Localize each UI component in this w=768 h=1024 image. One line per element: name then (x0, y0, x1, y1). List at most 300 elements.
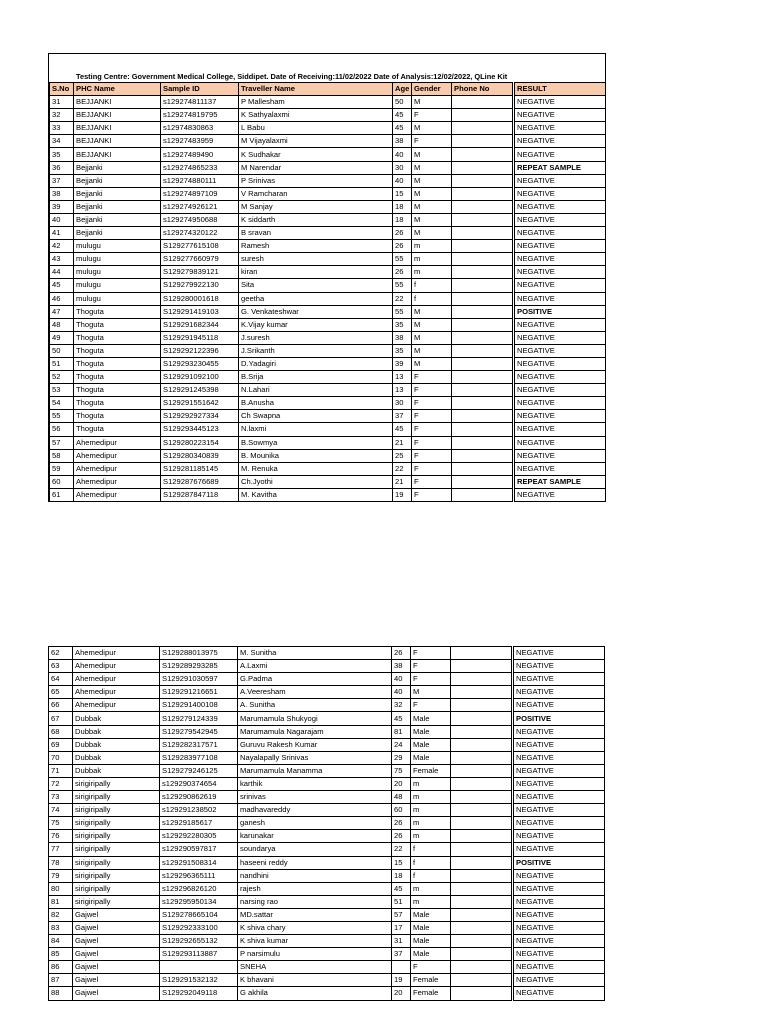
cell-sno: 64 (49, 673, 73, 686)
header-traveller-name: Traveller Name (239, 83, 393, 96)
cell-age: 26 (393, 266, 412, 279)
cell-sample-id: s129290862619 (160, 791, 238, 804)
cell-phone-no (452, 331, 514, 344)
cell-sample-id: s12927489490 (161, 148, 239, 161)
table-row (49, 660, 605, 673)
cell-result: NEGATIVE (513, 725, 605, 738)
cell-sample-id: s129290374654 (160, 777, 238, 790)
cell-gender: M (412, 96, 452, 109)
table-row (50, 187, 606, 200)
cell-phc-name: mulugu (74, 240, 161, 253)
cell-result: NEGATIVE (514, 279, 606, 292)
cell-traveller-name: K bhavani (238, 974, 392, 987)
cell-age: 17 (392, 921, 411, 934)
table-row (49, 908, 605, 921)
cell-gender: M (412, 187, 452, 200)
cell-gender: M (412, 305, 452, 318)
cell-sno: 46 (50, 292, 74, 305)
cell-traveller-name: soundarya (238, 843, 392, 856)
cell-result: NEGATIVE (514, 148, 606, 161)
cell-sno: 51 (50, 357, 74, 370)
cell-result: NEGATIVE (514, 174, 606, 187)
cell-sample-id: s129274880111 (161, 174, 239, 187)
cell-phc-name: Thoguta (74, 331, 161, 344)
cell-phone-no (451, 948, 513, 961)
cell-gender: f (411, 843, 451, 856)
sheet-page-2 (48, 646, 604, 1001)
cell-phc-name: Gajwel (73, 935, 160, 948)
cell-age: 60 (392, 804, 411, 817)
cell-traveller-name: G. Venkateshwar (239, 305, 393, 318)
cell-age: 50 (393, 96, 412, 109)
cell-phone-no (451, 921, 513, 934)
cell-traveller-name: SNEHA (238, 961, 392, 974)
cell-sample-id: S129279124339 (160, 712, 238, 725)
cell-sno: 32 (50, 109, 74, 122)
cell-gender: m (412, 266, 452, 279)
table-row (49, 647, 605, 660)
cell-age: 22 (393, 462, 412, 475)
cell-phone-no (451, 869, 513, 882)
cell-result: NEGATIVE (514, 253, 606, 266)
cell-phc-name: BEJJANKI (74, 96, 161, 109)
cell-result: NEGATIVE (513, 830, 605, 843)
cell-gender: M (412, 200, 452, 213)
cell-sample-id: s129274811137 (161, 96, 239, 109)
cell-phc-name: mulugu (74, 253, 161, 266)
cell-result: NEGATIVE (513, 738, 605, 751)
cell-gender: Male (411, 935, 451, 948)
cell-gender: F (412, 410, 452, 423)
cell-sno: 75 (49, 817, 73, 830)
cell-phc-name: sirigiripally (73, 869, 160, 882)
cell-sample-id: s129291508314 (160, 856, 238, 869)
cell-sample-id: S129279839121 (161, 266, 239, 279)
cell-sno: 50 (50, 344, 74, 357)
cell-traveller-name: B sravan (239, 227, 393, 240)
cell-result: NEGATIVE (514, 292, 606, 305)
cell-result: NEGATIVE (513, 777, 605, 790)
cell-sample-id: S129292333100 (160, 921, 238, 934)
cell-phc-name: Ahemedipur (74, 449, 161, 462)
cell-sample-id: s129296365111 (160, 869, 238, 882)
table-row (49, 764, 605, 777)
cell-phc-name: Gajwel (73, 987, 160, 1000)
cell-phone-no (452, 240, 514, 253)
cell-phone-no (451, 751, 513, 764)
cell-age: 75 (392, 764, 411, 777)
title-bar (49, 54, 605, 82)
cell-result: NEGATIVE (514, 200, 606, 213)
table-row (50, 122, 606, 135)
table-row (50, 318, 606, 331)
cell-sample-id: S129293230455 (161, 357, 239, 370)
cell-age: 40 (393, 174, 412, 187)
cell-sno: 81 (49, 895, 73, 908)
cell-gender: F (412, 109, 452, 122)
cell-traveller-name: J.suresh (239, 331, 393, 344)
cell-gender: m (412, 253, 452, 266)
cell-traveller-name: K shiva kumar (238, 935, 392, 948)
cell-traveller-name: P Srinivas (239, 174, 393, 187)
table-row (49, 725, 605, 738)
cell-phone-no (452, 488, 514, 501)
cell-phc-name: Ahemedipur (73, 660, 160, 673)
table-row (50, 292, 606, 305)
header-gender: Gender (412, 83, 452, 96)
table-row (50, 266, 606, 279)
cell-gender: F (412, 449, 452, 462)
cell-phc-name: Thoguta (74, 410, 161, 423)
cell-traveller-name: karunakar (238, 830, 392, 843)
cell-traveller-name: A. Sunitha (238, 699, 392, 712)
cell-traveller-name: L Babu (239, 122, 393, 135)
cell-phc-name: Gajwel (73, 961, 160, 974)
cell-sno: 85 (49, 948, 73, 961)
cell-phone-no (451, 830, 513, 843)
cell-phone-no (451, 908, 513, 921)
cell-phone-no (452, 96, 514, 109)
cell-traveller-name: G akhila (238, 987, 392, 1000)
cell-gender: Male (411, 921, 451, 934)
cell-sno: 53 (50, 384, 74, 397)
cell-age: 29 (392, 751, 411, 764)
cell-sno: 44 (50, 266, 74, 279)
cell-sample-id: S129291030597 (160, 673, 238, 686)
header-sno: S.No (50, 83, 74, 96)
cell-age: 26 (392, 817, 411, 830)
cell-sno: 74 (49, 804, 73, 817)
cell-phone-no (452, 266, 514, 279)
cell-traveller-name: madhavareddy (238, 804, 392, 817)
cell-gender: F (412, 384, 452, 397)
cell-gender: Male (411, 738, 451, 751)
table-row (49, 882, 605, 895)
cell-sno: 67 (49, 712, 73, 725)
cell-result: NEGATIVE (513, 686, 605, 699)
cell-traveller-name: M. Sunitha (238, 647, 392, 660)
cell-traveller-name: G.Padma (238, 673, 392, 686)
cell-traveller-name: M Sanjay (239, 200, 393, 213)
cell-sno: 36 (50, 161, 74, 174)
cell-phone-no (452, 449, 514, 462)
cell-sample-id: s129274865233 (161, 161, 239, 174)
cell-phone-no (451, 764, 513, 777)
header-phc-name: PHC Name (74, 83, 161, 96)
cell-phc-name: Thoguta (74, 318, 161, 331)
table-row (50, 410, 606, 423)
cell-traveller-name: kiran (239, 266, 393, 279)
cell-gender: Male (411, 948, 451, 961)
cell-result: NEGATIVE (514, 397, 606, 410)
report-title: Testing Centre: Government Medical College, Siddipet. Date of Receiving:11/02/2022 Date of Analysis:12/02/2022, QLine Kit (76, 72, 508, 81)
cell-traveller-name: M Narendar (239, 161, 393, 174)
cell-gender: F (412, 135, 452, 148)
cell-result: NEGATIVE (514, 331, 606, 344)
cell-sno: 82 (49, 908, 73, 921)
cell-traveller-name: MD.sattar (238, 908, 392, 921)
cell-phc-name: sirigiripally (73, 882, 160, 895)
cell-result: NEGATIVE (513, 935, 605, 948)
cell-sno: 49 (50, 331, 74, 344)
cell-phc-name: Gajwel (73, 908, 160, 921)
cell-age: 13 (393, 384, 412, 397)
cell-phone-no (452, 174, 514, 187)
cell-phc-name: Ahemedipur (73, 686, 160, 699)
cell-phc-name: Thoguta (74, 371, 161, 384)
cell-gender: F (411, 961, 451, 974)
cell-gender: Female (411, 974, 451, 987)
cell-age: 38 (393, 135, 412, 148)
cell-age: 20 (392, 987, 411, 1000)
table-row (50, 161, 606, 174)
cell-age: 40 (392, 686, 411, 699)
cell-traveller-name: Ch Swapna (239, 410, 393, 423)
cell-gender: Female (411, 987, 451, 1000)
cell-sno: 56 (50, 423, 74, 436)
cell-age: 37 (392, 948, 411, 961)
cell-phc-name: Dubbak (73, 751, 160, 764)
cell-age: 45 (393, 122, 412, 135)
cell-gender: F (412, 475, 452, 488)
cell-sample-id: S129291551642 (161, 397, 239, 410)
cell-result: NEGATIVE (513, 804, 605, 817)
header-sample-id: Sample ID (161, 83, 239, 96)
cell-sno: 83 (49, 921, 73, 934)
cell-phc-name: Dubbak (73, 738, 160, 751)
cell-phone-no (451, 987, 513, 1000)
cell-sno: 70 (49, 751, 73, 764)
cell-sample-id: S129292122396 (161, 344, 239, 357)
cell-traveller-name: karthik (238, 777, 392, 790)
cell-phone-no (452, 462, 514, 475)
cell-phc-name: Bejjanki (74, 200, 161, 213)
table-row (49, 856, 605, 869)
cell-result: NEGATIVE (513, 882, 605, 895)
table-row (50, 305, 606, 318)
cell-phone-no (451, 935, 513, 948)
table-row (50, 384, 606, 397)
cell-age: 30 (393, 161, 412, 174)
cell-sample-id: S129291419103 (161, 305, 239, 318)
cell-traveller-name: K Sathyalaxmi (239, 109, 393, 122)
cell-traveller-name: B. Mounika (239, 449, 393, 462)
cell-phone-no (452, 436, 514, 449)
table-row (50, 96, 606, 109)
cell-traveller-name: N.Lahari (239, 384, 393, 397)
cell-phc-name: Thoguta (74, 305, 161, 318)
cell-phc-name: sirigiripally (73, 843, 160, 856)
cell-sno: 66 (49, 699, 73, 712)
cell-result: NEGATIVE (513, 764, 605, 777)
cell-phc-name: BEJJANKI (74, 122, 161, 135)
cell-age: 22 (393, 292, 412, 305)
cell-sample-id: S129277615108 (161, 240, 239, 253)
cell-age: 45 (392, 882, 411, 895)
cell-gender: f (412, 279, 452, 292)
table-row (50, 240, 606, 253)
cell-result: NEGATIVE (514, 187, 606, 200)
cell-age: 15 (393, 187, 412, 200)
cell-age: 45 (392, 712, 411, 725)
cell-age: 13 (393, 371, 412, 384)
results-body-2 (49, 647, 605, 1001)
cell-age: 19 (393, 488, 412, 501)
cell-age: 22 (392, 843, 411, 856)
cell-sample-id: S129279542945 (160, 725, 238, 738)
table-row (49, 921, 605, 934)
cell-phone-no (451, 804, 513, 817)
cell-sno: 88 (49, 987, 73, 1000)
cell-phc-name: Bejjanki (74, 174, 161, 187)
cell-phone-no (451, 895, 513, 908)
cell-result: NEGATIVE (514, 109, 606, 122)
cell-sno: 60 (50, 475, 74, 488)
cell-traveller-name: ganesh (238, 817, 392, 830)
cell-traveller-name: rajesh (238, 882, 392, 895)
cell-gender: F (412, 371, 452, 384)
cell-phc-name: Ahemedipur (74, 475, 161, 488)
cell-traveller-name: K Sudhakar (239, 148, 393, 161)
cell-sno: 33 (50, 122, 74, 135)
cell-phone-no (452, 305, 514, 318)
cell-gender: M (412, 213, 452, 226)
cell-age: 48 (392, 791, 411, 804)
cell-result: NEGATIVE (513, 699, 605, 712)
table-row (49, 843, 605, 856)
cell-phc-name: Bejjanki (74, 187, 161, 200)
cell-result: NEGATIVE (513, 647, 605, 660)
cell-traveller-name: Guruvu Rakesh Kumar (238, 738, 392, 751)
cell-sno: 47 (50, 305, 74, 318)
cell-sno: 87 (49, 974, 73, 987)
cell-sample-id: S129293445123 (161, 423, 239, 436)
cell-sample-id: s129295950134 (160, 895, 238, 908)
cell-phc-name: Ahemedipur (74, 488, 161, 501)
cell-sno: 65 (49, 686, 73, 699)
cell-sample-id: s129274320122 (161, 227, 239, 240)
cell-phone-no (452, 122, 514, 135)
cell-result: NEGATIVE (514, 135, 606, 148)
cell-result: REPEAT SAMPLE (514, 161, 606, 174)
cell-sample-id: S129291216651 (160, 686, 238, 699)
cell-traveller-name: P narsimulu (238, 948, 392, 961)
header-phone-no: Phone No (452, 83, 514, 96)
cell-result: NEGATIVE (513, 817, 605, 830)
cell-gender: m (411, 777, 451, 790)
cell-sample-id: S129282317571 (160, 738, 238, 751)
cell-result: NEGATIVE (514, 462, 606, 475)
cell-phone-no (451, 974, 513, 987)
cell-age: 37 (393, 410, 412, 423)
cell-result: NEGATIVE (514, 240, 606, 253)
cell-sample-id: S129278665104 (160, 908, 238, 921)
cell-sample-id: S129288013975 (160, 647, 238, 660)
cell-result: NEGATIVE (514, 371, 606, 384)
cell-phc-name: sirigiripally (73, 791, 160, 804)
cell-age: 26 (392, 830, 411, 843)
cell-traveller-name: Sita (239, 279, 393, 292)
cell-age: 18 (393, 213, 412, 226)
cell-phone-no (451, 882, 513, 895)
cell-phc-name: Ahemedipur (73, 699, 160, 712)
table-row (49, 830, 605, 843)
cell-result: NEGATIVE (514, 96, 606, 109)
cell-phc-name: Bejjanki (74, 213, 161, 226)
cell-result: NEGATIVE (513, 961, 605, 974)
cell-traveller-name: nandhini (238, 869, 392, 882)
cell-sno: 38 (50, 187, 74, 200)
table-row (50, 436, 606, 449)
table-row (49, 791, 605, 804)
cell-phone-no (451, 647, 513, 660)
cell-gender: F (412, 423, 452, 436)
cell-phc-name: Ahemedipur (73, 673, 160, 686)
cell-sno: 71 (49, 764, 73, 777)
cell-phone-no (452, 357, 514, 370)
table-row (50, 344, 606, 357)
cell-traveller-name: K shiva chary (238, 921, 392, 934)
cell-age: 55 (393, 253, 412, 266)
cell-phc-name: Dubbak (73, 725, 160, 738)
cell-age: 26 (392, 647, 411, 660)
cell-gender: m (411, 804, 451, 817)
table-row (50, 449, 606, 462)
table-row (49, 712, 605, 725)
cell-age: 20 (392, 777, 411, 790)
cell-sample-id: S129291400108 (160, 699, 238, 712)
cell-result: NEGATIVE (513, 987, 605, 1000)
cell-sno: 58 (50, 449, 74, 462)
cell-traveller-name: geetha (239, 292, 393, 305)
cell-phone-no (452, 227, 514, 240)
cell-traveller-name: K.Vijay kumar (239, 318, 393, 331)
cell-sno: 52 (50, 371, 74, 384)
cell-gender: F (411, 647, 451, 660)
table-row (50, 488, 606, 501)
cell-phc-name: sirigiripally (73, 895, 160, 908)
cell-sample-id: S129279922130 (161, 279, 239, 292)
cell-age: 26 (393, 240, 412, 253)
cell-result: NEGATIVE (513, 921, 605, 934)
cell-gender: F (411, 673, 451, 686)
cell-sample-id: s12974830863 (161, 122, 239, 135)
cell-phc-name: Thoguta (74, 384, 161, 397)
cell-sample-id: S129293113887 (160, 948, 238, 961)
cell-phc-name: BEJJANKI (74, 135, 161, 148)
table-row (49, 817, 605, 830)
cell-gender: f (412, 292, 452, 305)
cell-gender: M (412, 318, 452, 331)
cell-sample-id: s129274819795 (161, 109, 239, 122)
cell-phc-name: Dubbak (73, 712, 160, 725)
cell-age: 35 (393, 318, 412, 331)
table-row (50, 279, 606, 292)
sheet-page-1 (48, 53, 606, 502)
cell-result: NEGATIVE (514, 384, 606, 397)
cell-sample-id: s12927483959 (161, 135, 239, 148)
cell-phc-name: Thoguta (74, 423, 161, 436)
cell-gender: F (412, 436, 452, 449)
cell-gender: m (412, 240, 452, 253)
cell-gender: m (411, 791, 451, 804)
cell-traveller-name: D.Yadagiri (239, 357, 393, 370)
table-row (50, 331, 606, 344)
cell-gender: m (411, 830, 451, 843)
cell-age: 40 (393, 148, 412, 161)
cell-age: 81 (392, 725, 411, 738)
cell-age: 19 (392, 974, 411, 987)
